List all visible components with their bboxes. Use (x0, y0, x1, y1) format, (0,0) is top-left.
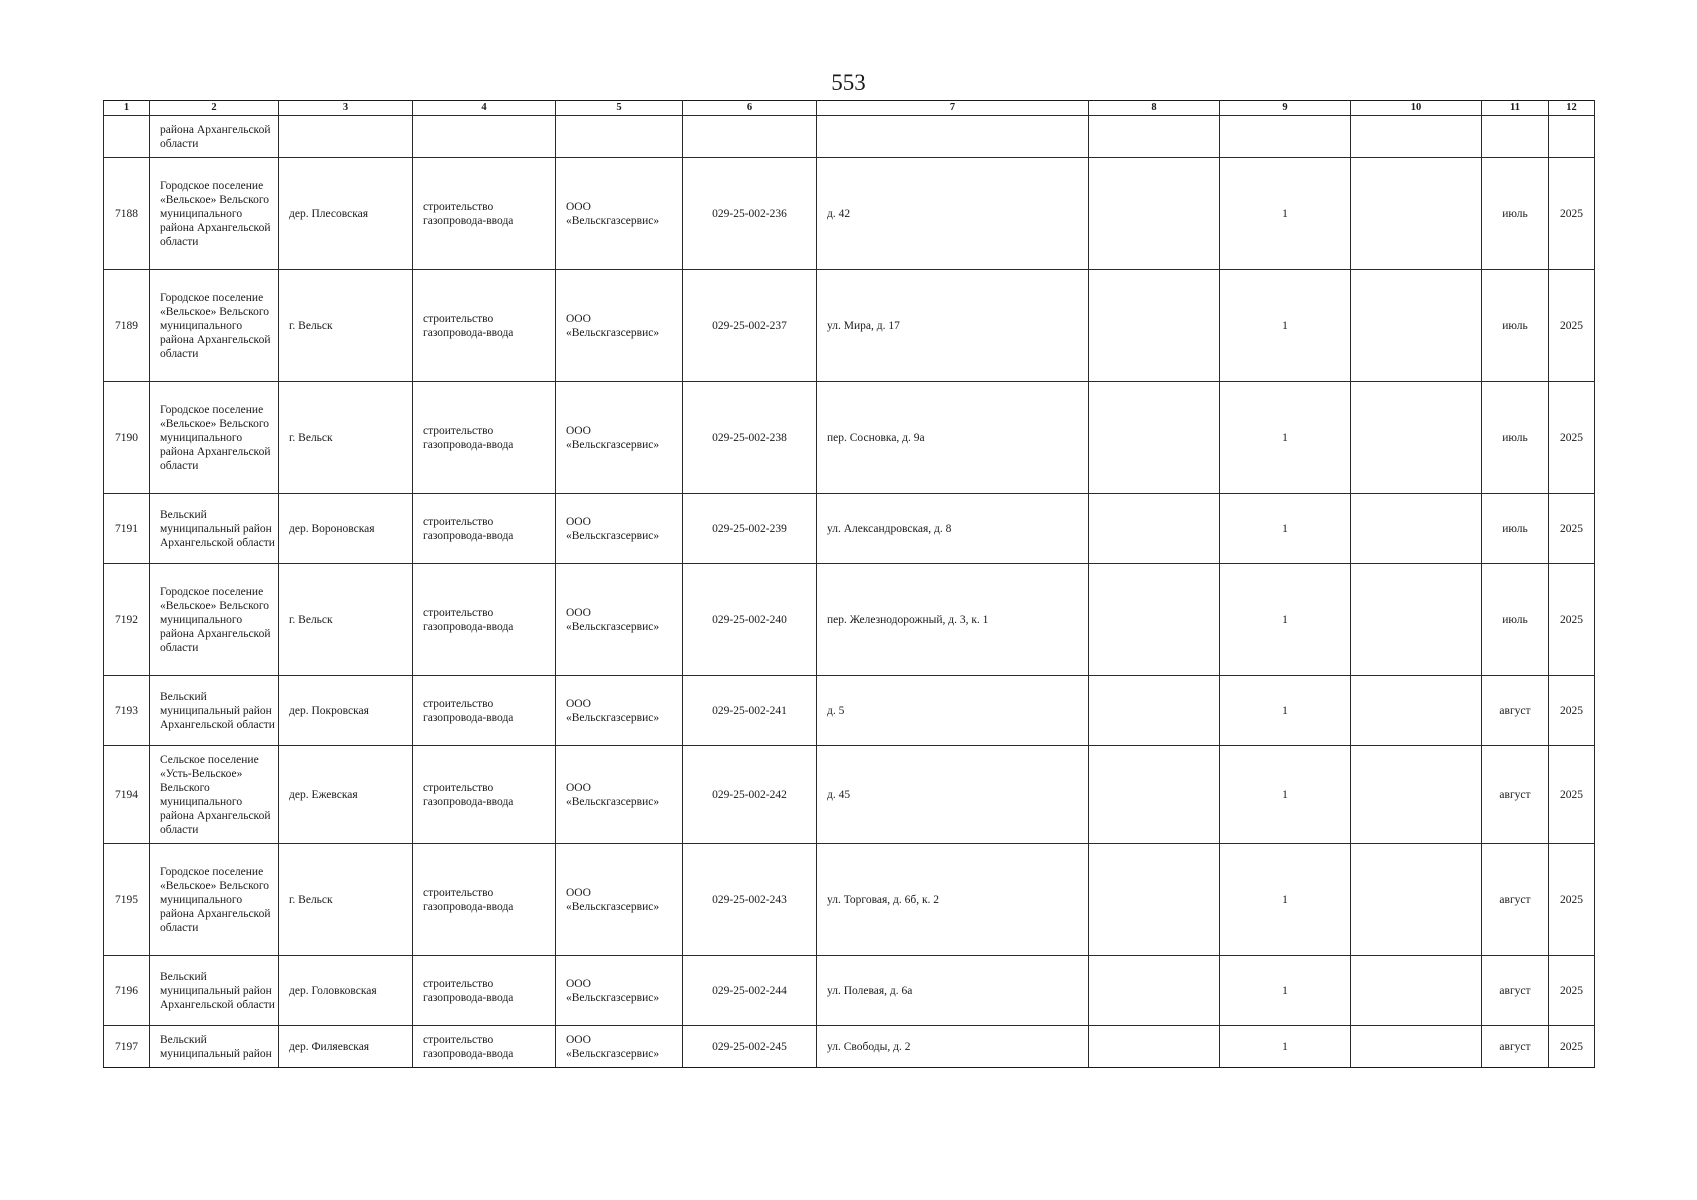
settlement-cell: дер. Филяевская (279, 1026, 413, 1068)
table-row (104, 844, 1595, 956)
object-code-cell: 029-25-002-244 (683, 956, 817, 1026)
table-row (104, 116, 1595, 158)
work-type-cell: строительство газопровода-ввода (413, 270, 556, 382)
year-cell (1549, 116, 1595, 158)
object-code-cell: 029-25-002-245 (683, 1026, 817, 1068)
quantity-cell: 1 (1220, 746, 1351, 844)
table-row (104, 158, 1595, 270)
month-cell: август (1482, 1026, 1549, 1068)
month-cell: август (1482, 956, 1549, 1026)
organization-cell: ООО «Вельскгазсервис» (556, 158, 683, 270)
column-header: 12 (1549, 101, 1595, 116)
organization-cell: ООО «Вельскгазсервис» (556, 676, 683, 746)
year-cell: 2025 (1549, 676, 1595, 746)
object-code-cell: 029-25-002-237 (683, 270, 817, 382)
address-cell (817, 116, 1089, 158)
municipality-cell: района Архангельской области (150, 116, 279, 158)
year-cell: 2025 (1549, 494, 1595, 564)
settlement-cell (279, 116, 413, 158)
column-10-cell (1351, 1026, 1482, 1068)
table-row (104, 1026, 1595, 1068)
month-cell: август (1482, 676, 1549, 746)
month-cell: июль (1482, 494, 1549, 564)
column-10-cell (1351, 494, 1482, 564)
row-number-cell: 7189 (104, 270, 150, 382)
municipality-cell: Городское поселение «Вельское» Вельского муниципального района Архангельской области (150, 564, 279, 676)
column-10-cell (1351, 564, 1482, 676)
row-number-cell: 7193 (104, 676, 150, 746)
row-number-cell: 7192 (104, 564, 150, 676)
column-10-cell (1351, 844, 1482, 956)
quantity-cell: 1 (1220, 564, 1351, 676)
work-type-cell: строительство газопровода-ввода (413, 676, 556, 746)
row-number-cell: 7188 (104, 158, 150, 270)
month-cell (1482, 116, 1549, 158)
work-type-cell: строительство газопровода-ввода (413, 844, 556, 956)
settlement-cell: дер. Покровская (279, 676, 413, 746)
object-code-cell (683, 116, 817, 158)
address-cell: ул. Свободы, д. 2 (817, 1026, 1089, 1068)
column-header: 1 (104, 101, 150, 116)
object-code-cell: 029-25-002-236 (683, 158, 817, 270)
work-type-cell: строительство газопровода-ввода (413, 746, 556, 844)
register-table (103, 100, 1595, 1068)
column-10-cell (1351, 382, 1482, 494)
municipality-cell: Вельский муниципальный район Архангельской области (150, 676, 279, 746)
month-cell: июль (1482, 158, 1549, 270)
municipality-cell: Вельский муниципальный район Архангельской области (150, 956, 279, 1026)
column-8-cell (1089, 564, 1220, 676)
quantity-cell: 1 (1220, 158, 1351, 270)
address-cell: ул. Торговая, д. 6б, к. 2 (817, 844, 1089, 956)
work-type-cell: строительство газопровода-ввода (413, 956, 556, 1026)
municipality-cell: Городское поселение «Вельское» Вельского муниципального района Архангельской области (150, 158, 279, 270)
column-header: 3 (279, 101, 413, 116)
column-10-cell (1351, 116, 1482, 158)
table-row (104, 956, 1595, 1026)
column-number-row (104, 101, 1595, 116)
table-row (104, 746, 1595, 844)
settlement-cell: дер. Головковская (279, 956, 413, 1026)
column-8-cell (1089, 1026, 1220, 1068)
organization-cell: ООО «Вельскгазсервис» (556, 564, 683, 676)
settlement-cell: дер. Плесовская (279, 158, 413, 270)
object-code-cell: 029-25-002-243 (683, 844, 817, 956)
address-cell: д. 42 (817, 158, 1089, 270)
year-cell: 2025 (1549, 746, 1595, 844)
column-header: 8 (1089, 101, 1220, 116)
column-10-cell (1351, 956, 1482, 1026)
address-cell: пер. Железнодорожный, д. 3, к. 1 (817, 564, 1089, 676)
column-8-cell (1089, 270, 1220, 382)
organization-cell (556, 116, 683, 158)
page-number: 553 (831, 70, 866, 95)
row-number-cell: 7190 (104, 382, 150, 494)
row-number-cell: 7196 (104, 956, 150, 1026)
address-cell: пер. Сосновка, д. 9а (817, 382, 1089, 494)
address-cell: д. 45 (817, 746, 1089, 844)
settlement-cell: г. Вельск (279, 270, 413, 382)
address-cell: ул. Мира, д. 17 (817, 270, 1089, 382)
column-header: 7 (817, 101, 1089, 116)
quantity-cell: 1 (1220, 1026, 1351, 1068)
column-header: 5 (556, 101, 683, 116)
column-8-cell (1089, 956, 1220, 1026)
year-cell: 2025 (1549, 564, 1595, 676)
column-header: 10 (1351, 101, 1482, 116)
table-row (104, 676, 1595, 746)
year-cell: 2025 (1549, 956, 1595, 1026)
settlement-cell: дер. Вороновская (279, 494, 413, 564)
organization-cell: ООО «Вельскгазсервис» (556, 382, 683, 494)
column-header: 9 (1220, 101, 1351, 116)
quantity-cell: 1 (1220, 956, 1351, 1026)
year-cell: 2025 (1549, 158, 1595, 270)
quantity-cell (1220, 116, 1351, 158)
object-code-cell: 029-25-002-240 (683, 564, 817, 676)
address-cell: ул. Александровская, д. 8 (817, 494, 1089, 564)
quantity-cell: 1 (1220, 676, 1351, 746)
column-header: 11 (1482, 101, 1549, 116)
work-type-cell (413, 116, 556, 158)
work-type-cell: строительство газопровода-ввода (413, 494, 556, 564)
table-row (104, 564, 1595, 676)
address-cell: ул. Полевая, д. 6а (817, 956, 1089, 1026)
column-8-cell (1089, 382, 1220, 494)
organization-cell: ООО «Вельскгазсервис» (556, 844, 683, 956)
work-type-cell: строительство газопровода-ввода (413, 382, 556, 494)
organization-cell: ООО «Вельскгазсервис» (556, 1026, 683, 1068)
column-8-cell (1089, 116, 1220, 158)
column-header: 4 (413, 101, 556, 116)
address-cell: д. 5 (817, 676, 1089, 746)
municipality-cell: Городское поселение «Вельское» Вельского муниципального района Архангельской области (150, 844, 279, 956)
work-type-cell: строительство газопровода-ввода (413, 564, 556, 676)
quantity-cell: 1 (1220, 844, 1351, 956)
column-8-cell (1089, 844, 1220, 956)
organization-cell: ООО «Вельскгазсервис» (556, 746, 683, 844)
organization-cell: ООО «Вельскгазсервис» (556, 270, 683, 382)
row-number-cell: 7191 (104, 494, 150, 564)
month-cell: август (1482, 844, 1549, 956)
quantity-cell: 1 (1220, 382, 1351, 494)
row-number-cell: 7197 (104, 1026, 150, 1068)
column-8-cell (1089, 746, 1220, 844)
settlement-cell: дер. Ежевская (279, 746, 413, 844)
municipality-cell: Вельский муниципальный район Архангельской области (150, 494, 279, 564)
year-cell: 2025 (1549, 382, 1595, 494)
year-cell: 2025 (1549, 844, 1595, 956)
object-code-cell: 029-25-002-238 (683, 382, 817, 494)
row-number-cell: 7194 (104, 746, 150, 844)
column-10-cell (1351, 746, 1482, 844)
municipality-cell: Вельский муниципальный район (150, 1026, 279, 1068)
municipality-cell: Городское поселение «Вельское» Вельского муниципального района Архангельской области (150, 270, 279, 382)
column-10-cell (1351, 158, 1482, 270)
quantity-cell: 1 (1220, 494, 1351, 564)
table-row (104, 382, 1595, 494)
settlement-cell: г. Вельск (279, 382, 413, 494)
object-code-cell: 029-25-002-241 (683, 676, 817, 746)
year-cell: 2025 (1549, 270, 1595, 382)
column-8-cell (1089, 676, 1220, 746)
column-8-cell (1089, 158, 1220, 270)
row-number-cell: 7195 (104, 844, 150, 956)
municipality-cell: Сельское поселение «Усть-Вельское» Вельского муниципального района Архангельской области (150, 746, 279, 844)
column-header: 6 (683, 101, 817, 116)
work-type-cell: строительство газопровода-ввода (413, 1026, 556, 1068)
month-cell: июль (1482, 270, 1549, 382)
column-header: 2 (150, 101, 279, 116)
settlement-cell: г. Вельск (279, 844, 413, 956)
table-row (104, 494, 1595, 564)
column-10-cell (1351, 676, 1482, 746)
settlement-cell: г. Вельск (279, 564, 413, 676)
municipality-cell: Городское поселение «Вельское» Вельского муниципального района Архангельской области (150, 382, 279, 494)
work-type-cell: строительство газопровода-ввода (413, 158, 556, 270)
month-cell: август (1482, 746, 1549, 844)
object-code-cell: 029-25-002-239 (683, 494, 817, 564)
object-code-cell: 029-25-002-242 (683, 746, 817, 844)
column-8-cell (1089, 494, 1220, 564)
row-number-cell (104, 116, 150, 158)
organization-cell: ООО «Вельскгазсервис» (556, 956, 683, 1026)
month-cell: июль (1482, 382, 1549, 494)
column-10-cell (1351, 270, 1482, 382)
table-row (104, 270, 1595, 382)
year-cell: 2025 (1549, 1026, 1595, 1068)
organization-cell: ООО «Вельскгазсервис» (556, 494, 683, 564)
quantity-cell: 1 (1220, 270, 1351, 382)
month-cell: июль (1482, 564, 1549, 676)
